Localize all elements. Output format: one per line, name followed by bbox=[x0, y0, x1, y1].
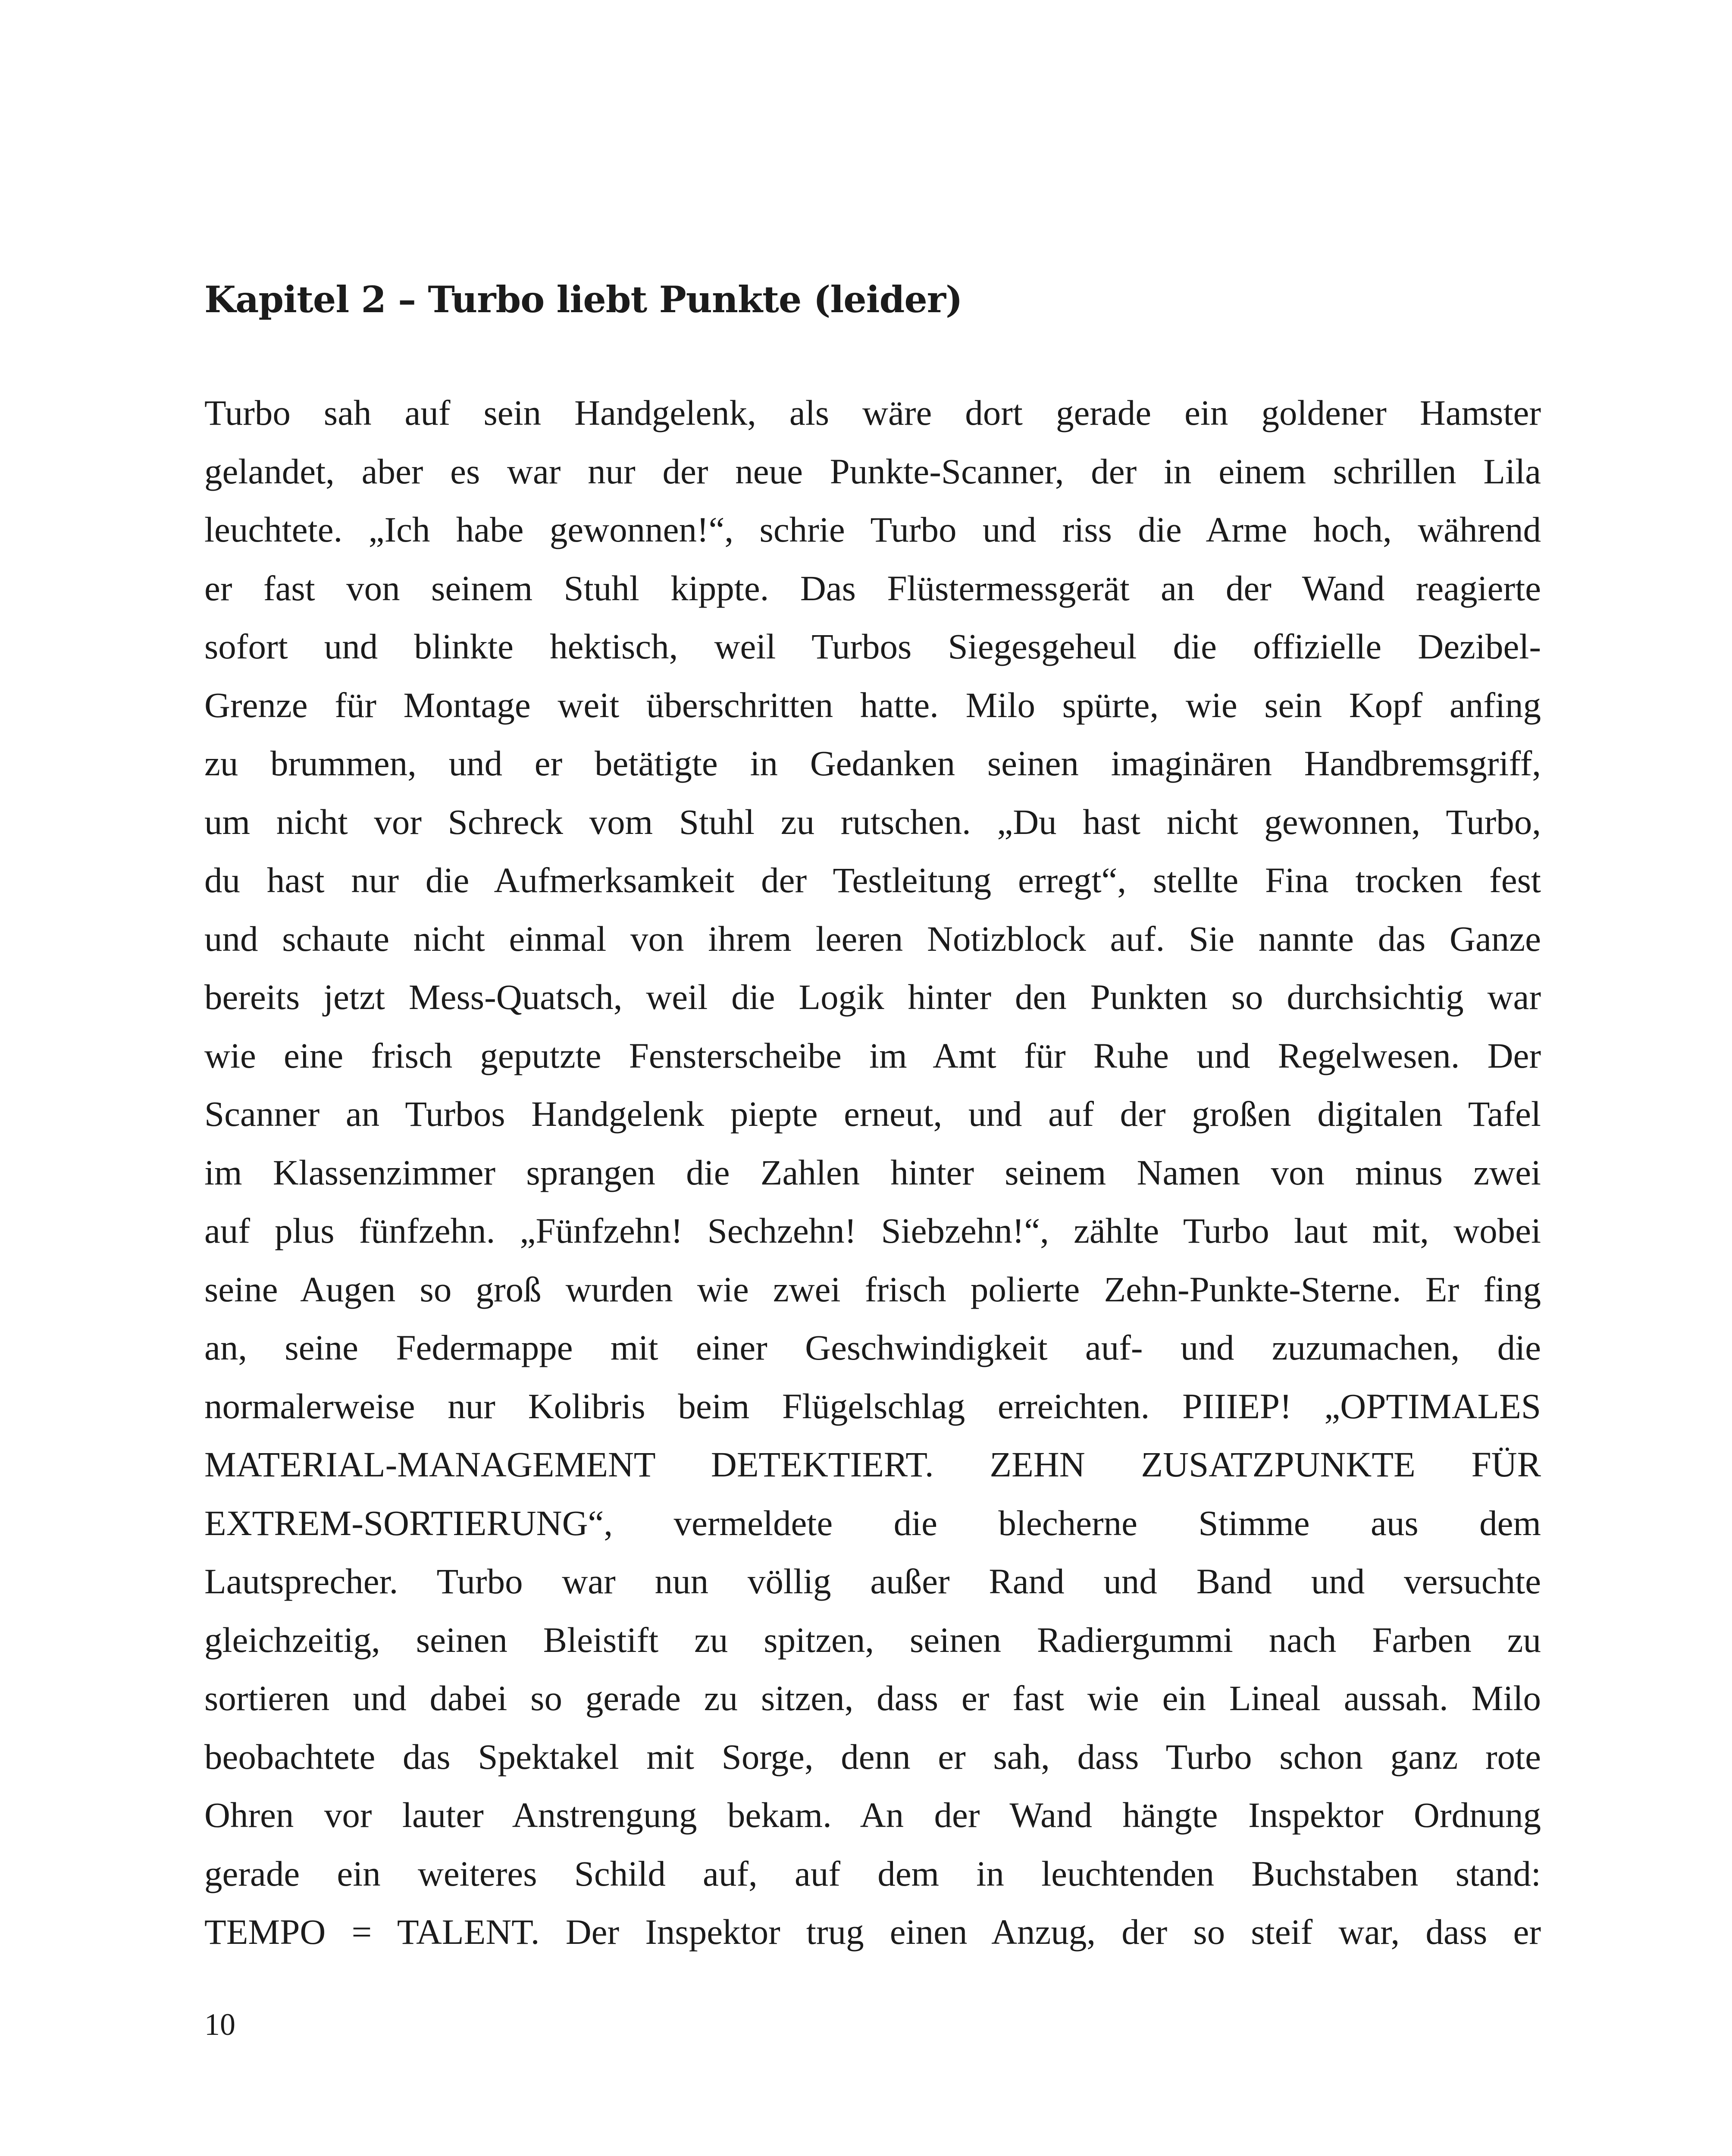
text-line: an, seine Federmappe mit einer Geschwindigkeit auf- und zuzumachen, die bbox=[204, 1328, 1541, 1367]
text-line: zu brummen, und er betätigte in Gedanken seinen imaginären Handbremsgriff, bbox=[204, 743, 1541, 783]
text-line: auf plus fünfzehn. „Fünfzehn! Sechzehn! Siebzehn!“, zählte Turbo laut mit, wobei bbox=[204, 1211, 1541, 1250]
text-line: gleichzeitig, seinen Bleistift zu spitzen, seinen Radiergummi nach Farben zu bbox=[204, 1620, 1541, 1660]
text-line: Turbo sah auf sein Handgelenk, als wäre dort gerade ein goldener Hamster bbox=[204, 393, 1541, 432]
text-line: TEMPO = TALENT. Der Inspektor trug einen Anzug, der so steif war, dass er bbox=[204, 1912, 1541, 1952]
text-line: bereits jetzt Mess-Quatsch, weil die Logik hinter den Punkten so durchsichtig war bbox=[204, 977, 1541, 1017]
text-line: EXTREM-SORTIERUNG“, vermeldete die blecherne Stimme aus dem bbox=[204, 1503, 1541, 1543]
text-line: sofort und blinkte hektisch, weil Turbos Siegesgeheul die offizielle Dezibel- bbox=[204, 627, 1541, 666]
text-line: er fast von seinem Stuhl kippte. Das Flüstermessgerät an der Wand reagierte bbox=[204, 568, 1541, 608]
text-line: Ohren vor lauter Anstrengung bekam. An der Wand hängte Inspektor Ordnung bbox=[204, 1795, 1541, 1835]
text-line: leuchtete. „Ich habe gewonnen!“, schrie Turbo und riss die Arme hoch, während bbox=[204, 510, 1541, 549]
text-line: MATERIAL-MANAGEMENT DETEKTIERT. ZEHN ZUSATZPUNKTE FÜR bbox=[204, 1445, 1541, 1484]
text-line: gelandet, aber es war nur der neue Punkte-Scanner, der in einem schrillen Lila bbox=[204, 451, 1541, 491]
chapter-title: Kapitel 2 – Turbo liebt Punkte (leider) bbox=[204, 278, 962, 321]
text-line: Grenze für Montage weit überschritten hatte. Milo spürte, wie sein Kopf anfing bbox=[204, 685, 1541, 725]
text-line: du hast nur die Aufmerksamkeit der Testleitung erregt“, stellte Fina trocken fest bbox=[204, 860, 1541, 900]
text-line: im Klassenzimmer sprangen die Zahlen hinter seinem Namen von minus zwei bbox=[204, 1152, 1541, 1192]
text-line: Lautsprecher. Turbo war nun völlig außer Rand und Band und versuchte bbox=[204, 1561, 1541, 1601]
page-number: 10 bbox=[204, 2007, 235, 2042]
text-line: beobachtete das Spektakel mit Sorge, denn er sah, dass Turbo schon ganz rote bbox=[204, 1736, 1541, 1777]
text-line: sortieren und dabei so gerade zu sitzen, dass er fast wie ein Lineal aussah. Milo bbox=[204, 1678, 1541, 1718]
text-line: Scanner an Turbos Handgelenk piepte erneut, und auf der großen digitalen Tafel bbox=[204, 1094, 1541, 1134]
text-line: seine Augen so groß wurden wie zwei frisch polierte Zehn-Punkte-Sterne. Er fing bbox=[204, 1269, 1541, 1309]
chapter-body-text bbox=[204, 384, 1541, 1962]
text-line: gerade ein weiteres Schild auf, auf dem in leuchtenden Buchstaben stand: bbox=[204, 1853, 1541, 1893]
text-line: normalerweise nur Kolibris beim Flügelschlag erreichten. PIIIEP! „OPTIMALES bbox=[204, 1386, 1541, 1426]
text-line: wie eine frisch geputzte Fensterscheibe im Amt für Ruhe und Regelwesen. Der bbox=[204, 1035, 1541, 1075]
text-line: und schaute nicht einmal von ihrem leeren Notizblock auf. Sie nannte das Ganze bbox=[204, 918, 1541, 959]
text-line: um nicht vor Schreck vom Stuhl zu rutschen. „Du hast nicht gewonnen, Turbo, bbox=[204, 802, 1541, 842]
